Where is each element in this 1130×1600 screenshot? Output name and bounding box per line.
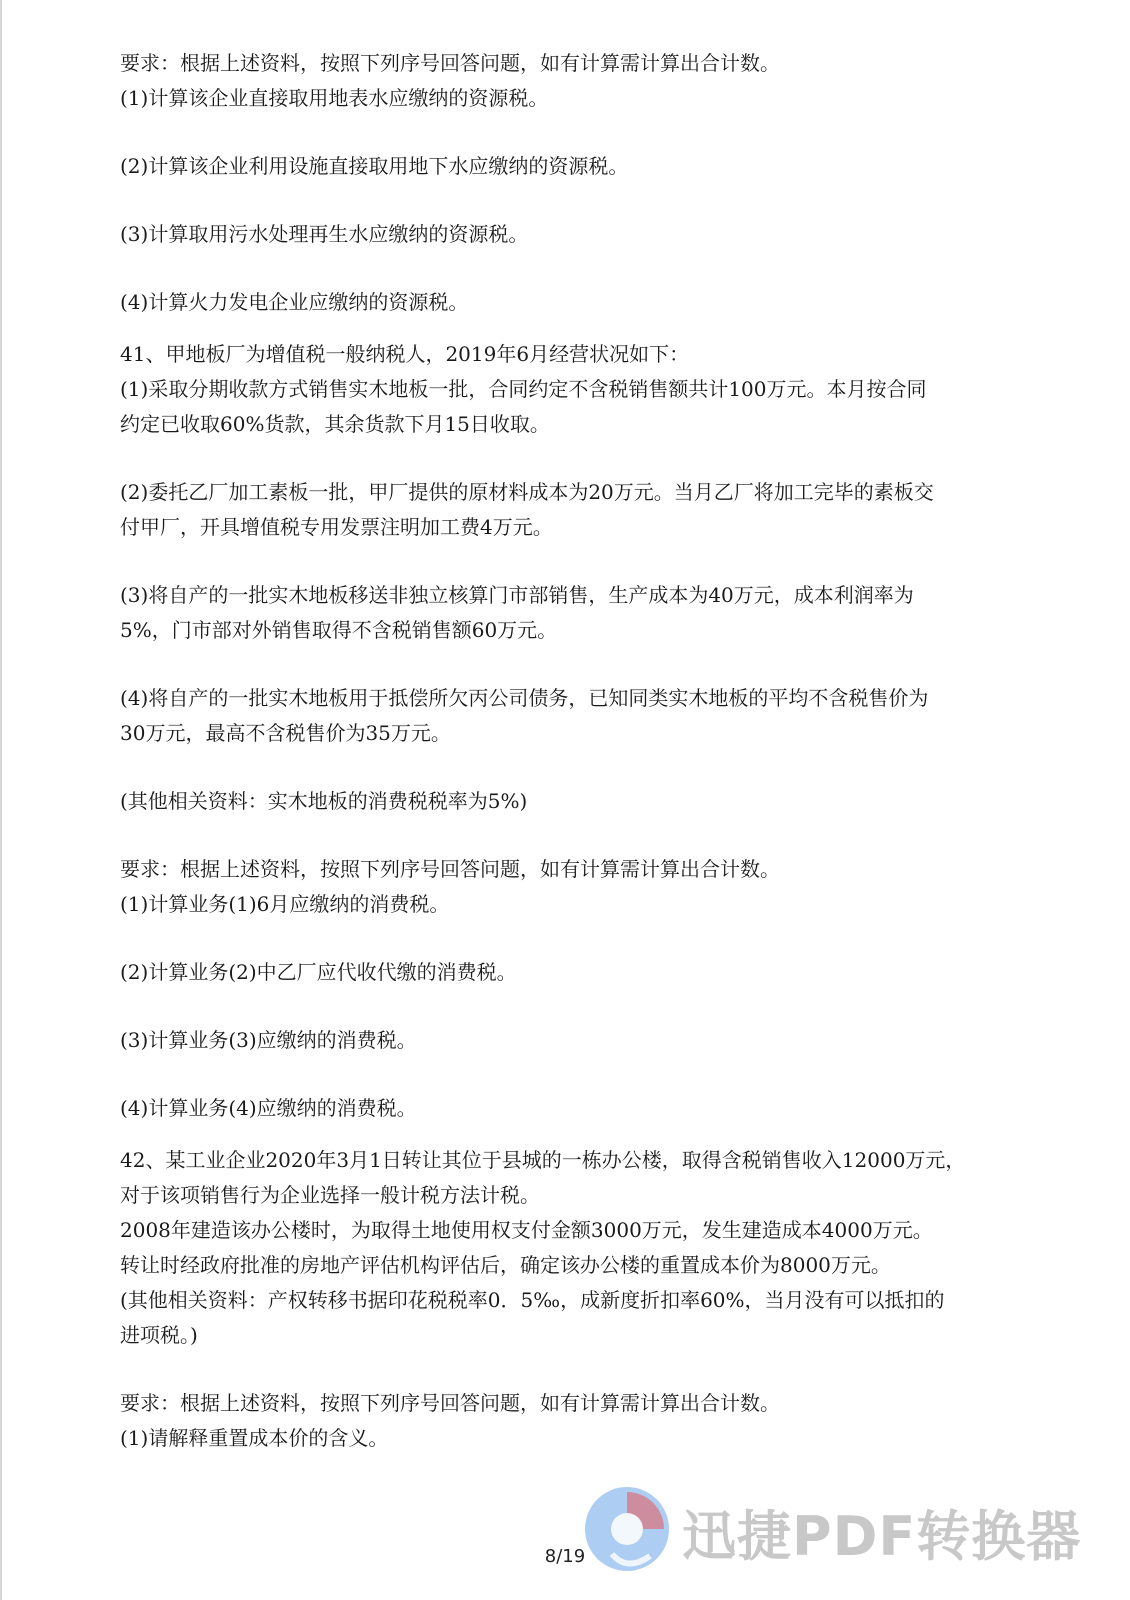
- question-line: (4)计算火力发电企业应缴纳的资源税。: [120, 290, 469, 314]
- question-line: (1)计算该企业直接取用地表水应缴纳的资源税。: [120, 86, 549, 110]
- document-body: [120, 46, 1000, 1456]
- paragraph-line: 5%，门市部对外销售取得不含税销售额60万元。: [120, 618, 558, 642]
- paragraph-line: 30万元，最高不含税售价为35万元。: [120, 721, 451, 745]
- note-line: (其他相关资料：实木地板的消费税税率为5%): [120, 789, 528, 813]
- page-edge-rule: [0, 0, 2, 1600]
- note-line: (其他相关资料：产权转移书据印花税税率0．5‰，成新度折扣率60%，当月没有可以抵扣的: [120, 1288, 945, 1312]
- requirement-line: 要求：根据上述资料，按照下列序号回答问题，如有计算需计算出合计数。: [120, 51, 780, 75]
- requirement-line: 要求：根据上述资料，按照下列序号回答问题，如有计算需计算出合计数。: [120, 1391, 780, 1415]
- problem-42-heading: 42、某工业企业2020年3月1日转让其位于县城的一栋办公楼，取得含税销售收入12000万元，: [120, 1148, 966, 1172]
- paragraph-line: 2008年建造该办公楼时，为取得土地使用权支付金额3000万元，发生建造成本4000万元。: [120, 1218, 933, 1242]
- paragraph-line: (3)将自产的一批实木地板移送非独立核算门市部销售，生产成本为40万元，成本利润率为: [120, 583, 914, 607]
- paragraph-line: 约定已收取60%货款，其余货款下月15日收取。: [120, 412, 550, 436]
- question-line: (2)计算业务(2)中乙厂应代收代缴的消费税。: [120, 960, 517, 984]
- paragraph-line: (1)采取分期收款方式销售实木地板一批，合同约定不含税销售额共计100万元。本月按合同: [120, 377, 927, 401]
- question-line: (1)请解释重置成本价的含义。: [120, 1426, 389, 1450]
- question-line: (2)计算该企业利用设施直接取用地下水应缴纳的资源税。: [120, 154, 629, 178]
- note-line: 进项税。): [120, 1323, 198, 1347]
- question-line: (3)计算业务(3)应缴纳的消费税。: [120, 1028, 417, 1052]
- paragraph-line: 转让时经政府批准的房地产评估机构评估后，确定该办公楼的重置成本价为8000万元。: [120, 1253, 891, 1277]
- page-number: 8/19: [544, 1546, 586, 1567]
- watermark-text: 迅捷PDF转换器: [682, 1505, 1082, 1568]
- requirement-line: 要求：根据上述资料，按照下列序号回答问题，如有计算需计算出合计数。: [120, 857, 780, 881]
- question-line: (1)计算业务(1)6月应缴纳的消费税。: [120, 892, 450, 916]
- paragraph-line: (4)将自产的一批实木地板用于抵偿所欠丙公司债务，已知同类实木地板的平均不含税售价为: [120, 686, 929, 710]
- paragraph-line: (2)委托乙厂加工素板一批，甲厂提供的原材料成本为20万元。当月乙厂将加工完毕的素板交: [120, 480, 934, 504]
- problem-41-heading: 41、甲地板厂为增值税一般纳税人，2019年6月经营状况如下：: [120, 342, 690, 366]
- paragraph-line: 付甲厂，开具增值税专用发票注明加工费4万元。: [120, 515, 553, 539]
- question-line: (4)计算业务(4)应缴纳的消费税。: [120, 1096, 417, 1120]
- question-line: (3)计算取用污水处理再生水应缴纳的资源税。: [120, 222, 529, 246]
- paragraph-line: 对于该项销售行为企业选择一般计税方法计税。: [120, 1183, 540, 1207]
